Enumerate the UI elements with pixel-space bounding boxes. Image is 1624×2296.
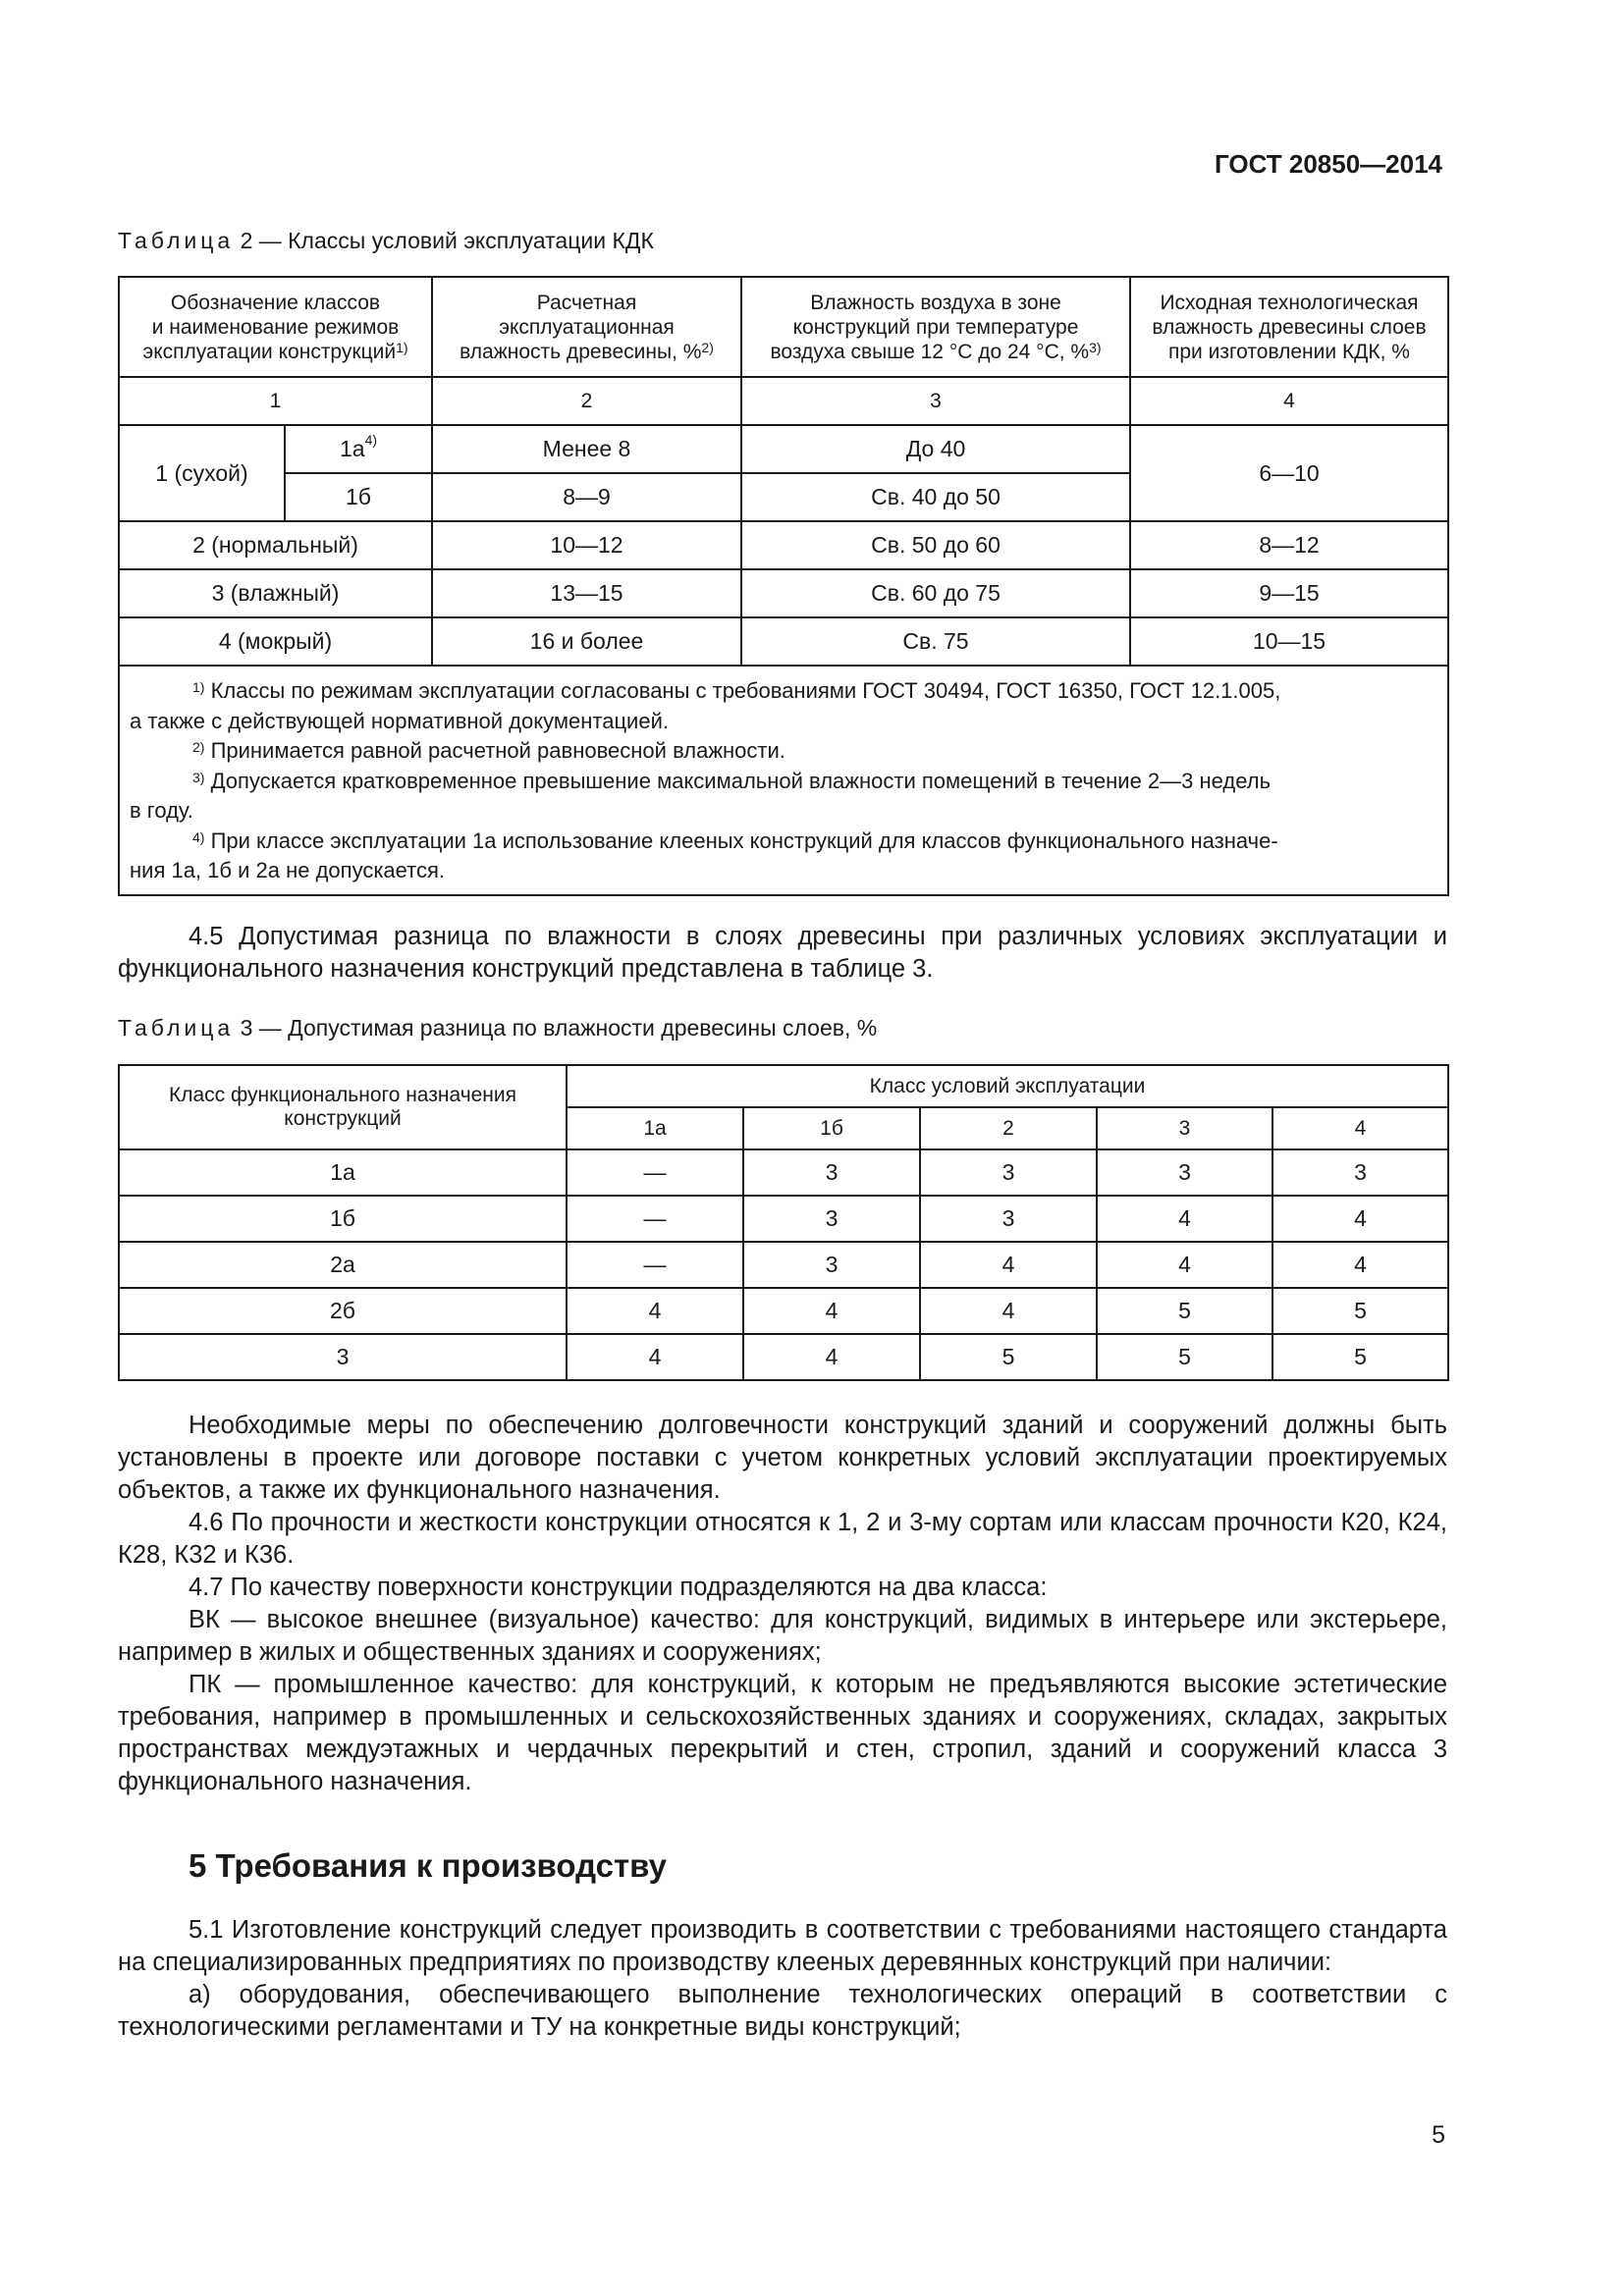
table-cell: 3 [119,1334,567,1380]
footnote-1: $^{1)}$ Классы по режимам эксплуатации согласованы с требованиями ГОСТ 30494, ГОСТ 16350, ГОСТ 12.1.005, [192,678,1281,703]
table-cell: 8—12 [1130,521,1448,569]
table2-col1-header: Обозначение классов и наименование режимов эксплуатации конструкций$^{1)}$ [119,277,432,377]
table-cell: — [567,1196,743,1242]
table-cell: 4 [920,1242,1097,1288]
table-cell: 5 [920,1334,1097,1380]
table-cell: 4 [743,1288,920,1334]
table-row [119,425,1448,473]
table-cell: 5 [1272,1334,1448,1380]
table-cell: 5 [1097,1334,1272,1380]
table-row [119,521,1448,569]
table-cell: 3 [1097,1149,1272,1196]
table-cell: 8—9 [432,473,741,521]
paragraph-5-1: 5.1 Изготовление конструкций следует производить в соответствии с требованиями настоящего стандарта на специализированных предприятиях по производству клееных деревянных конструкций при наличии: [118,1916,1447,1976]
table-cell: 4 [1097,1242,1272,1288]
table-row [119,617,1448,666]
table-cell: 4 [1272,1196,1448,1242]
table-cell: 1б [285,473,432,521]
table-cell: 6—10 [1130,425,1448,521]
table-cell: 3 (влажный) [119,569,432,617]
table-cell: Св. 75 [741,617,1130,666]
table-row [119,1242,1448,1288]
table-row [119,569,1448,617]
table-cell: 1 (сухой) [119,425,285,521]
paragraph-pk: ПК — промышленное качество: для конструкций, к которым не предъявляются высокие эстетические требования, например в промышленных и сельскохозяйственных зданиях и сооружениях, складах, закрытых пространствах междуэтажных и чердачных перекрытий и стен, стропил, зданий и сооружений класса 3 функционального назначения. [118,1671,1447,1795]
table3-caption: Таблица 3 — Допустимая разница по влажности древесины слоев, % [118,1015,878,1041]
table-cell: 3 [920,1196,1097,1242]
paragraph-vk: ВК — высокое внешнее (визуальное) качество: для конструкций, видимых в интерьере или экстерьере, например в жилых и общественных зданиях и сооружениях; [118,1606,1447,1666]
table-cell: 13—15 [432,569,741,617]
table2-caption: Таблица 2 — Классы условий эксплуатации КДК [118,228,654,253]
table-cell: 1 [119,377,432,425]
table-cell: 4 [920,1288,1097,1334]
table-cell: 1б [743,1107,920,1149]
table-cell: — [567,1242,743,1288]
table-cell: 4 [1130,377,1448,425]
section-5-text [118,1914,1447,2044]
table-cell: 10—12 [432,521,741,569]
footnote-4-cont: ния 1а, 1б и 2а не допускается. [130,858,446,882]
table-cell: Св. 60 до 75 [741,569,1130,617]
footnote-3-cont: в году. [130,798,193,823]
table-cell: 1а [119,1149,567,1196]
document-code: ГОСТ 20850—2014 [1215,149,1442,179]
table2-col3-header: Влажность воздуха в зоне конструкций при температуре воздуха свыше 12 °С до 24 °С, %$^{3)}$ [741,277,1130,377]
table-row [119,1196,1448,1242]
footnote-3: $^{3)}$ Допускается кратковременное превышение максимальной влажности помещений в течение 2—3 недель [192,768,1272,793]
table-cell: 2б [119,1288,567,1334]
table2-number-row [119,377,1448,425]
table2-footnotes [119,666,1448,895]
table-cell: 10—15 [1130,617,1448,666]
paragraph-durability: Необходимые меры по обеспечению долговечности конструкций зданий и сооружений должны быть установлены в проекте или договоре поставки с учетом конкретных условий эксплуатации проектируемых объектов, а также их функционального назначения. [118,1412,1447,1504]
table-cell: 2 [920,1107,1097,1149]
paragraph-5-1-a: а) оборудования, обеспечивающего выполнение технологических операций в соответствии с технологическими регламентами и ТУ на конкретные виды конструкций; [118,1981,1447,2041]
table-row [119,1149,1448,1196]
table-cell: 3 [743,1242,920,1288]
table3-group-header: Класс условий эксплуатации [567,1065,1448,1107]
table-cell: 5 [1272,1288,1448,1334]
table2-header-row [119,277,1448,377]
paragraph-4-7: 4.7 По качеству поверхности конструкции подразделяются на два класса: [189,1574,1048,1601]
footnote-2: $^{2)}$ Принимается равной расчетной равновесной влажности. [192,738,785,763]
table-cell: 3 [920,1149,1097,1196]
table-cell: 4 (мокрый) [119,617,432,666]
table2-col4-header: Исходная технологическая влажность древесины слоев при изготовлении КДК, % [1130,277,1448,377]
footnote-1-cont: а также с действующей нормативной документацией. [130,708,669,733]
table-cell: 5 [1097,1288,1272,1334]
table-row [119,1288,1448,1334]
table-cell: 2 [432,377,741,425]
table-cell: 4 [1272,1242,1448,1288]
paragraph-4-6: 4.6 По прочности и жесткости конструкции относятся к 1, 2 и 3-му сортам или классам прочности К20, К24, К28, К32 и К36. [118,1509,1447,1569]
table-cell: 2 (нормальный) [119,521,432,569]
table3-col1-header: Класс функционального назначения конструкций [119,1065,567,1149]
table-3 [118,1064,1449,1381]
table-cell: 16 и более [432,617,741,666]
table3-header-row [119,1065,1448,1107]
paragraph-4-5: 4.5 Допустимая разница по влажности в слоях древесины при различных условиях эксплуатации и функционального назначения конструкций представлена в таблице 3. [118,923,1447,983]
table-cell: 3 [741,377,1130,425]
table-cell: 4 [567,1334,743,1380]
table-cell: 3 [1272,1149,1448,1196]
table2-notes-row [119,666,1448,895]
body-text [118,1410,1447,1798]
table-cell: 1б [119,1196,567,1242]
table-cell: 3 [743,1149,920,1196]
table-cell: Св. 40 до 50 [741,473,1130,521]
table-cell: До 40 [741,425,1130,473]
table-cell: 3 [743,1196,920,1242]
page-number: 5 [1432,2121,1445,2149]
table-row [119,1334,1448,1380]
table-cell: 2а [119,1242,567,1288]
table-cell: 3 [1097,1107,1272,1149]
table-cell: 1а [567,1107,743,1149]
section-5-heading: 5 Требования к производству [189,1847,667,1884]
table-cell: — [567,1149,743,1196]
table-cell: 4 [1097,1196,1272,1242]
table-cell: Менее 8 [432,425,741,473]
table-cell: 9—15 [1130,569,1448,617]
table-cell: 4 [567,1288,743,1334]
table-2 [118,276,1449,896]
table-cell: 4 [743,1334,920,1380]
footnote-4: $^{4)}$ При классе эксплуатации 1а использование клееных конструкций для классов функционального назначе- [192,828,1278,853]
table-cell: Св. 50 до 60 [741,521,1130,569]
table2-col2-header: Расчетная эксплуатационная влажность древесины, %$^{2)}$ [432,277,741,377]
table-cell: 4 [1272,1107,1448,1149]
table-cell: $1а^{4)}$ [285,425,432,473]
